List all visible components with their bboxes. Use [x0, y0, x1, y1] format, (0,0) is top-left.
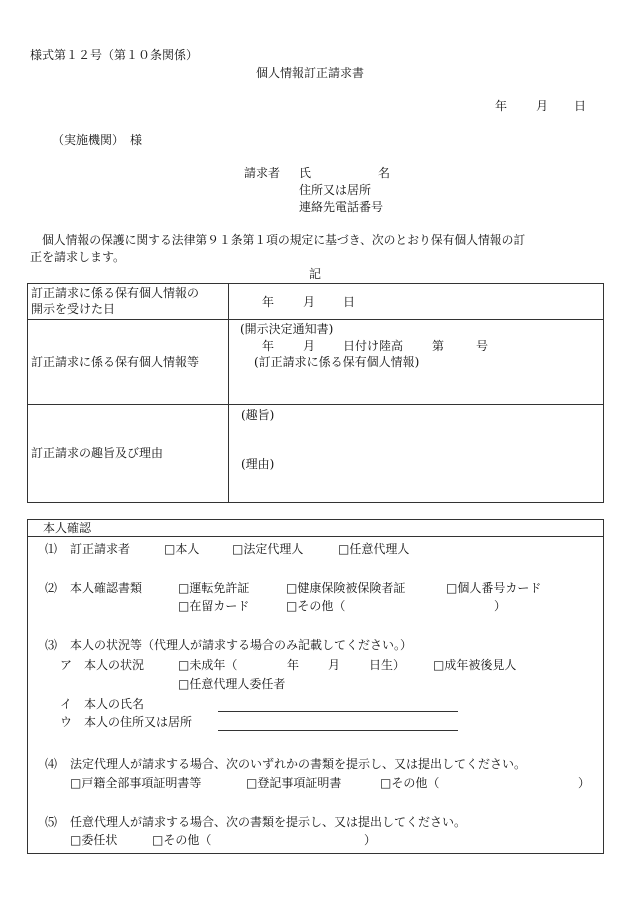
checkbox-adult-ward[interactable]: □成年被後見人	[433, 658, 517, 672]
page-title: 個人情報訂正請求書	[256, 66, 365, 80]
identity-header-line	[27, 536, 604, 537]
checkbox-voluntary-agent[interactable]: □任意代理人	[338, 542, 410, 556]
disclosure-year-field[interactable]: 年	[262, 295, 275, 309]
minor-birth-day[interactable]: 日生）	[369, 658, 406, 672]
requester-phone-label: 連絡先電話番号	[299, 200, 384, 214]
notice-month-field[interactable]: 月	[303, 339, 316, 353]
identity-box	[27, 519, 604, 854]
purpose-field[interactable]: (趣旨)	[241, 408, 275, 422]
s3i-label: イ 本人の氏名	[60, 697, 145, 711]
identity-heading: 本人確認	[43, 521, 92, 535]
checkbox-power-of-attorney[interactable]: □委任状	[70, 833, 118, 847]
intro-text-line2: 正を請求します。	[30, 250, 126, 264]
s5-number: ⑸	[45, 815, 58, 829]
checkbox-health-insurance[interactable]: □健康保険被保険者証	[286, 581, 406, 595]
s5-other-close: ）	[364, 833, 377, 847]
checkbox-drivers-license[interactable]: □運転免許証	[178, 581, 250, 595]
request-table-divider	[228, 283, 229, 503]
correction-info-heading: (訂正請求に係る保有個人情報)	[254, 355, 420, 369]
checkbox-registry-certificate[interactable]: □登記事項証明書	[246, 776, 342, 790]
requester-label: 請求者	[244, 166, 281, 180]
requester-address-label: 住所又は居所	[299, 183, 372, 197]
principal-name-field[interactable]	[218, 711, 458, 712]
s3-number: ⑶	[45, 638, 58, 652]
s3u-label: ウ 本人の住所又は居所	[60, 715, 193, 729]
checkbox-minor[interactable]: □未成年（	[178, 658, 238, 672]
s4-other-close: ）	[578, 776, 591, 790]
checkbox-legal-agent[interactable]: □法定代理人	[232, 542, 304, 556]
intro-text-line1: 個人情報の保護に関する法律第９１条第１項の規定に基づき、次のとおり保有個人情報の訂	[42, 233, 526, 247]
form-number: 様式第１２号（第１０条関係）	[30, 48, 199, 62]
request-table-row-line-2	[27, 404, 604, 405]
personal-info-label: 訂正請求に係る保有個人情報等	[31, 355, 200, 369]
s2-label: 本人確認書類	[70, 581, 143, 595]
s5-label: 任意代理人が請求する場合、次の書類を提示し、又は提出してください。	[70, 815, 467, 829]
s3a-label: ア 本人の状況	[60, 658, 145, 672]
notice-dai-label: 第	[432, 339, 445, 353]
s1-number: ⑴	[45, 542, 58, 556]
s3-label: 本人の状況等（代理人が請求する場合のみ記載してください。）	[70, 638, 413, 652]
ki-label: 記	[309, 267, 322, 281]
s2-number: ⑵	[45, 581, 58, 595]
notice-go-label: 号	[476, 339, 489, 353]
checkbox-residence-card[interactable]: □在留カード	[178, 599, 250, 613]
checkbox-s5-other[interactable]: □その他（	[152, 833, 212, 847]
date-month-label: 月	[536, 99, 549, 113]
s4-label: 法定代理人が請求する場合、次のいずれかの書類を提示し、又は提出してください。	[70, 757, 527, 771]
requester-name-label-2: 名	[378, 166, 391, 180]
disclosure-date-label-1: 訂正請求に係る保有個人情報の	[31, 286, 200, 300]
s2-other-close: ）	[494, 599, 507, 613]
s4-number: ⑷	[45, 757, 58, 771]
checkbox-voluntary-principal[interactable]: □任意代理人委任者	[178, 677, 286, 691]
notice-heading: (開示決定通知書)	[240, 322, 334, 336]
notice-date-suffix: 日付け陸高	[343, 339, 404, 353]
checkbox-self[interactable]: □本人	[164, 542, 200, 556]
checkbox-s4-other[interactable]: □その他（	[380, 776, 440, 790]
principal-address-field[interactable]	[218, 730, 458, 731]
agency-addressee: （実施機関） 様	[52, 133, 143, 147]
minor-birth-year[interactable]: 年	[287, 658, 300, 672]
disclosure-month-field[interactable]: 月	[303, 295, 316, 309]
requester-name-label-1: 氏	[299, 166, 312, 180]
notice-year-field[interactable]: 年	[262, 339, 275, 353]
date-day-label: 日	[574, 99, 587, 113]
checkbox-s2-other[interactable]: □その他（	[286, 599, 346, 613]
checkbox-family-register[interactable]: □戸籍全部事項証明書等	[70, 776, 202, 790]
minor-birth-month[interactable]: 月	[328, 658, 341, 672]
checkbox-my-number-card[interactable]: □個人番号カード	[446, 581, 542, 595]
s1-label: 訂正請求者	[70, 542, 131, 556]
date-year-label: 年	[495, 99, 508, 113]
disclosure-day-field[interactable]: 日	[343, 295, 356, 309]
reason-field[interactable]: (理由)	[241, 457, 275, 471]
request-table-row-line-1	[27, 319, 604, 320]
disclosure-date-label-2: 開示を受けた日	[31, 302, 116, 316]
purpose-reason-label: 訂正請求の趣旨及び理由	[31, 446, 164, 460]
